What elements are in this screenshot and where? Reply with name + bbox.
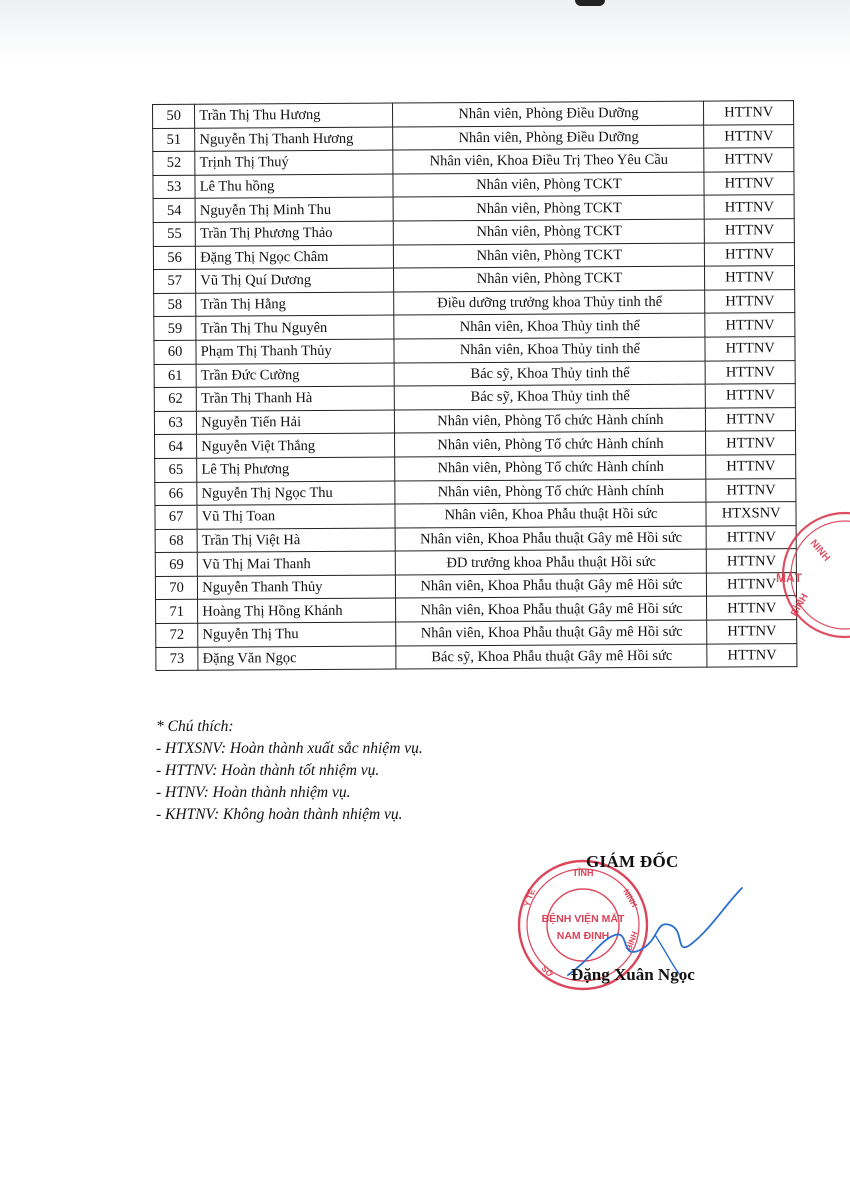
staff-name-cell: Vũ Thị Quí Dương <box>196 268 394 293</box>
staff-name-cell: Trần Thị Hằng <box>196 292 394 317</box>
scan-mark <box>575 0 605 6</box>
scan-shading <box>0 0 850 60</box>
grade-cell: HTTNV <box>706 407 796 431</box>
row-number-cell: 63 <box>154 411 196 435</box>
note-item: - HTNV: Hoàn thành nhiệm vụ. <box>156 784 351 801</box>
note-item: - HTXSNV: Hoàn thành xuất sắc nhiệm vụ. <box>156 740 423 757</box>
grade-cell: HTTNV <box>704 195 794 219</box>
grade-cell: HTTNV <box>704 171 794 195</box>
seal-ring-text: Y TẾ <box>522 888 537 908</box>
row-number-cell: 51 <box>153 128 195 152</box>
staff-name-cell: Trần Thị Thanh Hà <box>196 386 394 411</box>
position-cell: Nhân viên, Phòng TCKT <box>394 196 705 221</box>
seal-center-text: NAM ĐỊNH <box>556 930 610 942</box>
row-number-cell: 60 <box>154 340 196 364</box>
seal-center-text: BỆNH VIỆN MẮT <box>541 913 625 925</box>
position-cell: Nhân viên, Khoa Phẫu thuật Gây mê Hồi sức <box>396 597 707 622</box>
position-cell: Nhân viên, Khoa Phẫu thuật Gây mê Hồi sức <box>396 526 707 551</box>
row-number-cell: 66 <box>155 482 197 506</box>
staff-name-cell: Nguyễn Việt Thắng <box>197 433 395 458</box>
staff-name-cell: Trần Thị Thu Nguyên <box>196 315 394 340</box>
seal-ring-text: BÌNH <box>624 930 640 952</box>
row-number-cell: 56 <box>153 246 195 270</box>
grade-cell: HTTNV <box>706 384 796 408</box>
row-number-cell: 71 <box>156 600 198 624</box>
position-cell: Nhân viên, Phòng Điều Dưỡng <box>393 125 704 150</box>
row-number-cell: 62 <box>154 387 196 411</box>
grade-cell: HTTNV <box>705 242 795 266</box>
seal-ring-text: SỞ <box>539 964 555 980</box>
notes-heading: * Chú thích: <box>156 718 234 735</box>
staff-name-cell: Lê Thị Phương <box>197 457 395 482</box>
position-cell: Bác sỹ, Khoa Thủy tinh thể <box>395 361 706 386</box>
position-cell: Nhân viên, Phòng Tổ chức Hành chính <box>395 455 706 480</box>
grade-cell: HTTNV <box>705 289 795 313</box>
position-cell: Bác sỹ, Khoa Thủy tinh thể <box>395 384 706 409</box>
table-row <box>156 643 797 671</box>
staff-name-cell: Đặng Thị Ngọc Châm <box>196 245 394 270</box>
position-cell: Nhân viên, Khoa Phẫu thuật Gây mê Hồi sức <box>396 573 707 598</box>
position-cell: Nhân viên, Phòng Tổ chức Hành chính <box>395 431 706 456</box>
side-seal-stamp <box>760 505 850 645</box>
position-cell: Bác sỹ, Khoa Phẫu thuật Gây mê Hồi sức <box>396 644 707 669</box>
position-cell: Nhân viên, Khoa Thủy tinh thể <box>394 337 705 362</box>
position-cell: Nhân viên, Phòng Điều Dưỡng <box>393 101 704 126</box>
grade-cell: HTTNV <box>705 313 795 337</box>
row-number-cell: 61 <box>154 364 196 388</box>
staff-name-cell: Nguyễn Thị Thanh Hương <box>195 127 393 152</box>
staff-name-cell: Trần Thị Việt Hà <box>197 528 395 553</box>
grade-cell: HTTNV <box>704 101 794 125</box>
row-number-cell: 72 <box>156 623 198 647</box>
row-number-cell: 58 <box>154 293 196 317</box>
staff-name-cell: Nguyễn Thị Ngọc Thu <box>197 481 395 506</box>
row-number-cell: 70 <box>155 576 197 600</box>
row-number-cell: 59 <box>154 317 196 341</box>
grade-cell: HTTNV <box>704 148 794 172</box>
staff-name-cell: Vũ Thị Mai Thanh <box>197 551 395 576</box>
row-number-cell: 50 <box>153 104 195 128</box>
staff-name-cell: Trần Thị Thu Hương <box>195 103 393 128</box>
grade-cell: HTTNV <box>705 337 795 361</box>
signatory-name: Đặng Xuân Ngọc <box>571 965 695 984</box>
position-cell: Nhân viên, Phòng Tổ chức Hành chính <box>395 479 706 504</box>
position-cell: Nhân viên, Phòng TCKT <box>393 172 704 197</box>
grade-cell: HTTNV <box>706 478 796 502</box>
position-cell: Nhân viên, Khoa Thủy tinh thể <box>394 313 705 338</box>
grade-cell: HTXSNV <box>706 502 796 526</box>
seal-ring-text: TỈNH <box>572 868 594 878</box>
position-cell: Nhân viên, Phòng TCKT <box>394 243 705 268</box>
row-number-cell: 65 <box>155 458 197 482</box>
position-cell: Nhân viên, Phòng Tổ chức Hành chính <box>395 408 706 433</box>
staff-name-cell: Nguyễn Thị Minh Thu <box>195 197 393 222</box>
note-item: - HTTNV: Hoàn thành tốt nhiệm vụ. <box>156 762 380 779</box>
grade-cell: HTTNV <box>707 525 797 549</box>
row-number-cell: 67 <box>155 505 197 529</box>
staff-name-cell: Trịnh Thị Thuý <box>195 150 393 175</box>
row-number-cell: 52 <box>153 151 195 175</box>
row-number-cell: 57 <box>154 269 196 293</box>
row-number-cell: 54 <box>153 199 195 223</box>
staff-name-cell: Nguyễn Thị Thu <box>198 622 396 647</box>
note-item: - KHTNV: Không hoàn thành nhiệm vụ. <box>156 806 403 823</box>
position-cell: Nhân viên, Phòng TCKT <box>394 266 705 291</box>
grade-cell: HTTNV <box>705 219 795 243</box>
staff-name-cell: Nguyễn Thanh Thủy <box>198 575 396 600</box>
grade-cell: HTTNV <box>707 596 797 620</box>
seal-ring-text: NINH <box>621 887 639 909</box>
staff-name-cell: Phạm Thị Thanh Thủy <box>196 339 394 364</box>
table-body <box>153 101 797 671</box>
row-number-cell: 68 <box>155 529 197 553</box>
signatory-title: GIÁM ĐỐC <box>586 852 679 871</box>
row-number-cell: 55 <box>153 222 195 246</box>
grade-cell: HTTNV <box>707 620 797 644</box>
staff-name-cell: Vũ Thị Toan <box>197 504 395 529</box>
grade-cell: HTTNV <box>705 266 795 290</box>
grade-cell: HTTNV <box>706 454 796 478</box>
position-cell: Nhân viên, Khoa Phẫu thuật Hồi sức <box>395 502 706 527</box>
staff-name-cell: Đặng Văn Ngọc <box>198 646 396 671</box>
row-number-cell: 73 <box>156 647 198 671</box>
staff-name-cell: Hoàng Thị Hồng Khánh <box>198 598 396 623</box>
staff-name-cell: Lê Thu hồng <box>195 174 393 199</box>
row-number-cell: 69 <box>155 553 197 577</box>
row-number-cell: 53 <box>153 175 195 199</box>
grade-cell: HTTNV <box>704 124 794 148</box>
side-seal-text: MẮT <box>776 571 802 585</box>
staff-name-cell: Nguyễn Tiến Hải <box>197 410 395 435</box>
side-seal-text: BÌNH <box>789 591 811 619</box>
grade-cell: HTTNV <box>707 549 797 573</box>
position-cell: Nhân viên, Khoa Phẫu thuật Gây mê Hồi sức <box>396 620 707 645</box>
row-number-cell: 64 <box>155 435 197 459</box>
staff-name-cell: Trần Thị Phương Thảo <box>195 221 393 246</box>
grade-cell: HTTNV <box>707 643 797 667</box>
side-seal-text: NINH <box>807 537 832 564</box>
staff-evaluation-table <box>152 100 797 671</box>
position-cell: Nhân viên, Khoa Điều Trị Theo Yêu Cầu <box>393 148 704 173</box>
grade-cell: HTTNV <box>707 572 797 596</box>
position-cell: Nhân viên, Phòng TCKT <box>394 219 705 244</box>
staff-name-cell: Trần Đức Cường <box>196 363 394 388</box>
position-cell: ĐD trưởng khoa Phẫu thuật Hồi sức <box>396 549 707 574</box>
notes-section <box>156 716 423 826</box>
grade-cell: HTTNV <box>706 360 796 384</box>
position-cell: Điều dưỡng trưởng khoa Thủy tinh thể <box>394 290 705 315</box>
grade-cell: HTTNV <box>706 431 796 455</box>
